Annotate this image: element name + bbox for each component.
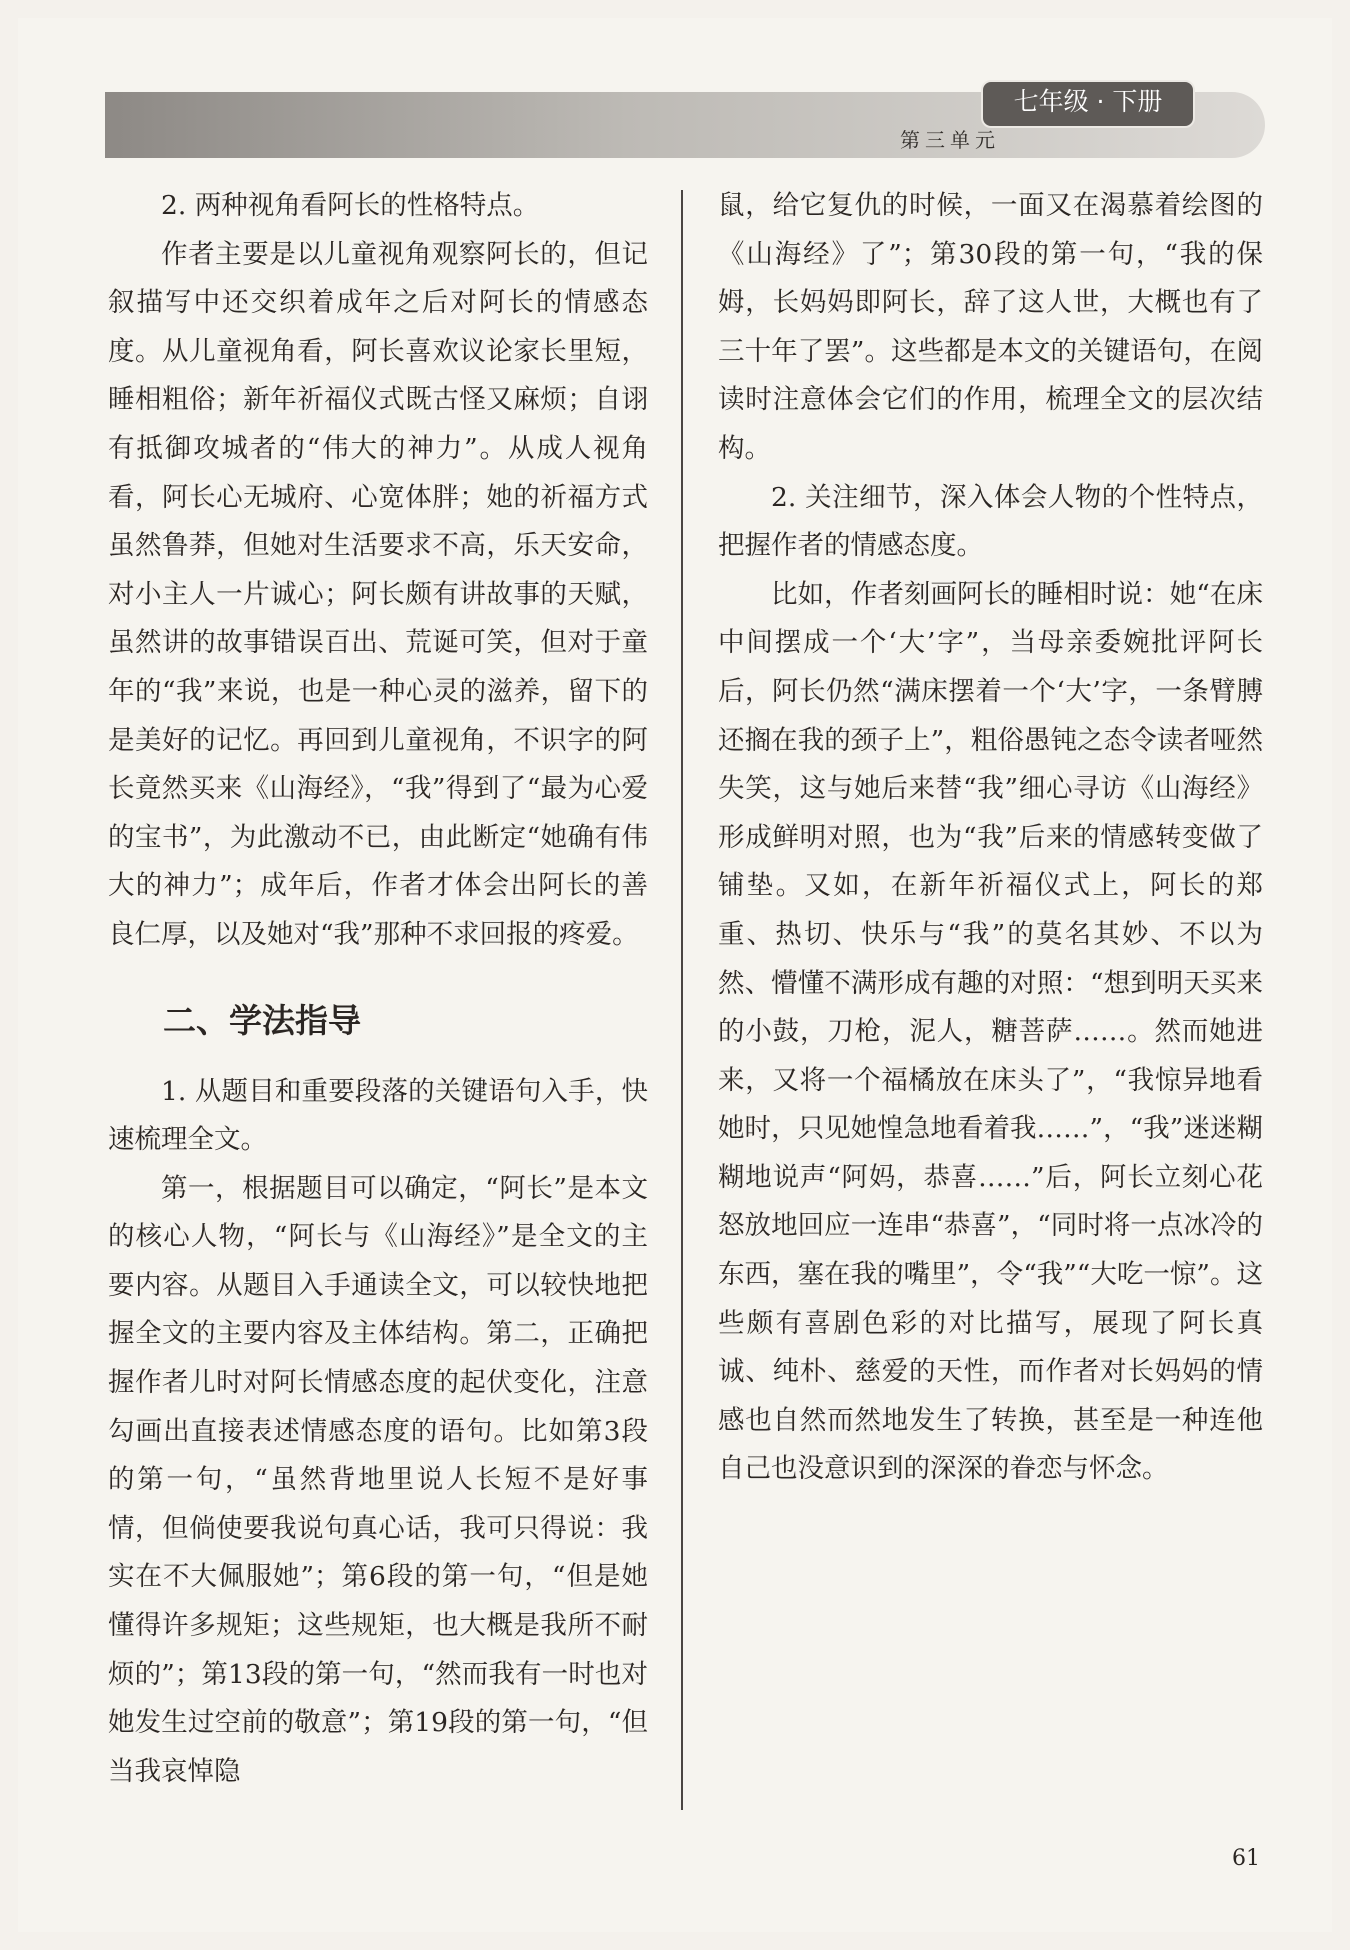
grade-tab: 七年级 · 下册	[981, 80, 1195, 128]
paragraph: 1. 从题目和重要段落的关键语句入手，快速梳理全文。	[108, 1075, 648, 1156]
right-column	[718, 182, 1263, 1494]
paragraph: 比如，作者刻画阿长的睡相时说：她“在床中间摆成一个‘大’字”，当母亲委婉批评阿长后，阿长仍然“满床摆着一个‘大’字，一条臂膊还搁在我的颈子上”，粗俗愚钝之态令读者哑然失笑，这与她后来替“我”细心寻访《山海经》形成鲜明对照，也为“我”后来的情感转变做了铺垫。又如，在新年祈福仪式上，阿长的郑重、热切、快乐与“我”的莫名其妙、不以为然、懵懂不满形成有趣的对照：“想到明天买来的小鼓，刀枪，泥人，糖菩萨……。然而她进来，又将一个福橘放在床头了”，“我惊异地看她时，只见她惶急地看着我……”，“我”迷迷糊糊地说声“阿妈，恭喜……”后，阿长立刻心花怒放地回应一连串“恭喜”，“同时将一点冰冷的东西，塞在我的嘴里”，令“我”“大吃一惊”。这些颇有喜剧色彩的对比描写，展现了阿长真诚、纯朴、慈爱的天性，而作者对长妈妈的情感也自然而然地发生了转换，甚至是一种连他自己也没意识到的深深的眷恋与怀念。	[718, 578, 1263, 1485]
column-divider	[681, 190, 683, 1810]
paragraph: 作者主要是以儿童视角观察阿长的，但记叙描写中还交织着成年之后对阿长的情感态度。从儿童视角看，阿长喜欢议论家长里短，睡相粗俗；新年祈福仪式既古怪又麻烦；自诩有抵御攻城者的“伟大的神力”。从成人视角看，阿长心无城府、心宽体胖；她的祈福方式虽然鲁莽，但她对生活要求不高，乐天安命，对小主人一片诚心；阿长颇有讲故事的天赋，虽然讲的故事错误百出、荒诞可笑，但对于童年的“我”来说，也是一种心灵的滋养，留下的是美好的记忆。再回到儿童视角，不识字的阿长竟然买来《山海经》，“我”得到了“最为心爱的宝书”，为此激动不已，由此断定“她确有伟大的神力”；成年后，作者才体会出阿长的善良仁厚，以及她对“我”那种不求回报的疼爱。	[108, 238, 648, 950]
paragraph: 2. 两种视角看阿长的性格特点。	[161, 190, 540, 221]
paragraph: 第一，根据题目可以确定，“阿长”是本文的核心人物，“阿长与《山海经》”是全文的主要内容。从题目入手通读全文，可以较快地把握全文的主要内容及主体结构。第二，正确把握作者儿时对阿长情感态度的起伏变化，注意勾画出直接表述情感态度的语句。比如第3段的第一句，“虽然背地里说人长短不是好事情，但倘使要我说句真心话，我可只得说：我实在不大佩服她”；第6段的第一句，“但是她懂得许多规矩；这些规矩，也大概是我所不耐烦的”；第13段的第一句，“然而我有一时也对她发生过空前的敬意”；第19段的第一句，“但当我哀悼隐	[108, 1172, 648, 1787]
section-heading: 二、学法指导	[163, 1000, 361, 1040]
paragraph: 鼠，给它复仇的时候，一面又在渴慕着绘图的《山海经》了”；第30段的第一句，“我的保姆，长妈妈即阿长，辞了这人世，大概也有了三十年了罢”。这些都是本文的关键语句，在阅读时注意体会它们的作用，梳理全文的层次结构。	[718, 190, 1263, 464]
header-band	[105, 87, 1265, 158]
unit-label: 第三单元	[900, 128, 1000, 152]
paragraph: 2. 关注细节，深入体会人物的个性特点，把握作者的情感态度。	[718, 481, 1263, 562]
left-column	[108, 182, 648, 1796]
page-number: 61	[1232, 1846, 1260, 1871]
